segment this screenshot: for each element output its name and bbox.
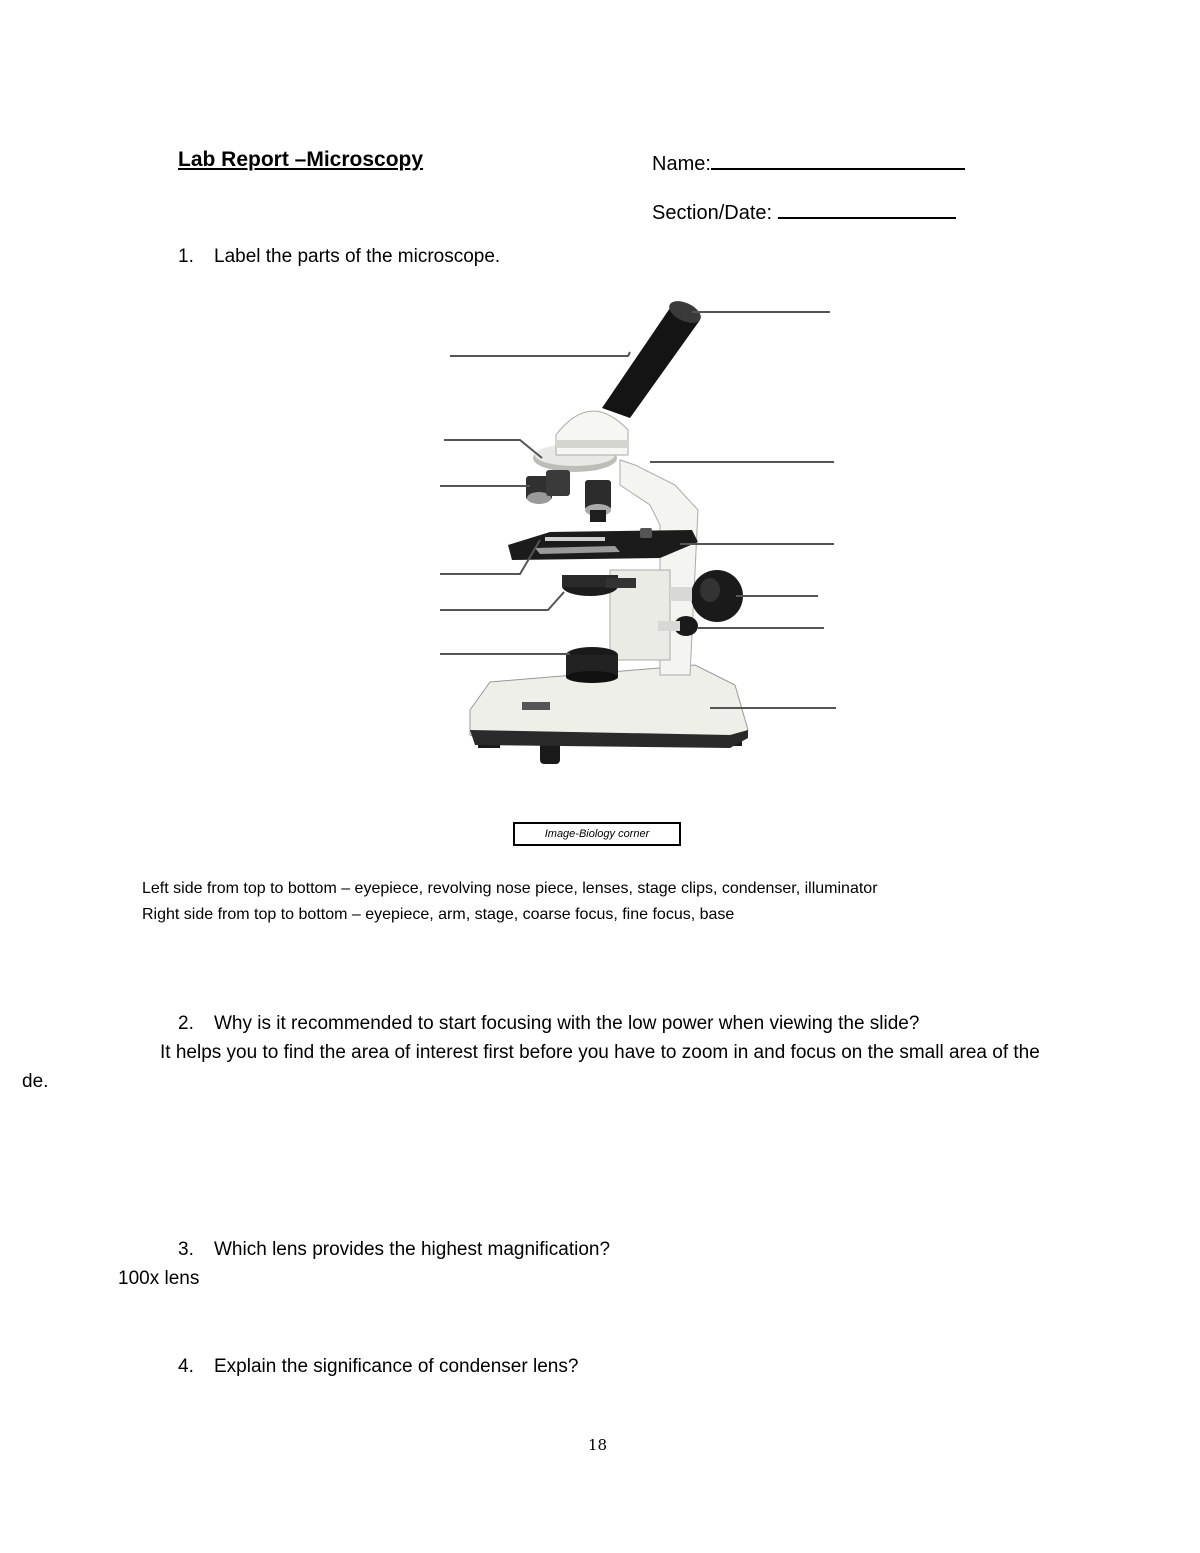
question-2 (178, 1013, 919, 1035)
question-1-number: 1. (178, 246, 194, 267)
name-label: Name: (652, 153, 711, 175)
objective-lenses (526, 470, 611, 522)
left-side-labels: Left side from top to bottom – eyepiece, revolving nose piece, lenses, stage clips, condenser, illuminator (142, 880, 878, 897)
question-2-text: Why is it recommended to start focusing with the low power when viewing the slide? (214, 1013, 920, 1034)
page-number: 18 (588, 1436, 608, 1454)
question-4-text: Explain the significance of condenser lens? (214, 1356, 579, 1377)
question-1-text: Label the parts of the microscope. (214, 246, 501, 267)
leader-eyepiece-left (450, 352, 630, 356)
question-4-number: 4. (178, 1356, 194, 1377)
section-date-field (652, 199, 956, 225)
question-3-text: Which lens provides the highest magnification? (214, 1239, 611, 1260)
image-credit: Image-Biology corner (513, 822, 681, 846)
right-side-labels: Right side from top to bottom – eyepiece, arm, stage, coarse focus, fine focus, base (142, 906, 735, 923)
answer-2-line-2: de. (22, 1071, 49, 1092)
leader-nosepiece (444, 440, 542, 458)
microscope-head (556, 411, 628, 455)
question-3 (178, 1239, 610, 1261)
microscope-illuminator (566, 647, 618, 683)
question-4 (178, 1356, 578, 1378)
eyepiece (602, 297, 704, 418)
question-2-number: 2. (178, 1013, 194, 1034)
name-blank[interactable] (711, 150, 965, 170)
microscope-figure (430, 290, 850, 790)
answer-2-line-1: It helps you to find the area of interest first before you have to zoom in and focus on the small area of the (160, 1042, 1040, 1063)
name-field (652, 150, 965, 176)
question-3-number: 3. (178, 1239, 194, 1260)
section-date-blank[interactable] (778, 199, 956, 219)
leader-condenser (440, 592, 564, 610)
microscope-arm (610, 460, 698, 675)
section-date-label: Section/Date: (652, 202, 778, 224)
answer-3: 100x lens (118, 1268, 200, 1289)
page-title: Lab Report –Microscopy (178, 148, 424, 171)
question-1 (178, 246, 500, 268)
